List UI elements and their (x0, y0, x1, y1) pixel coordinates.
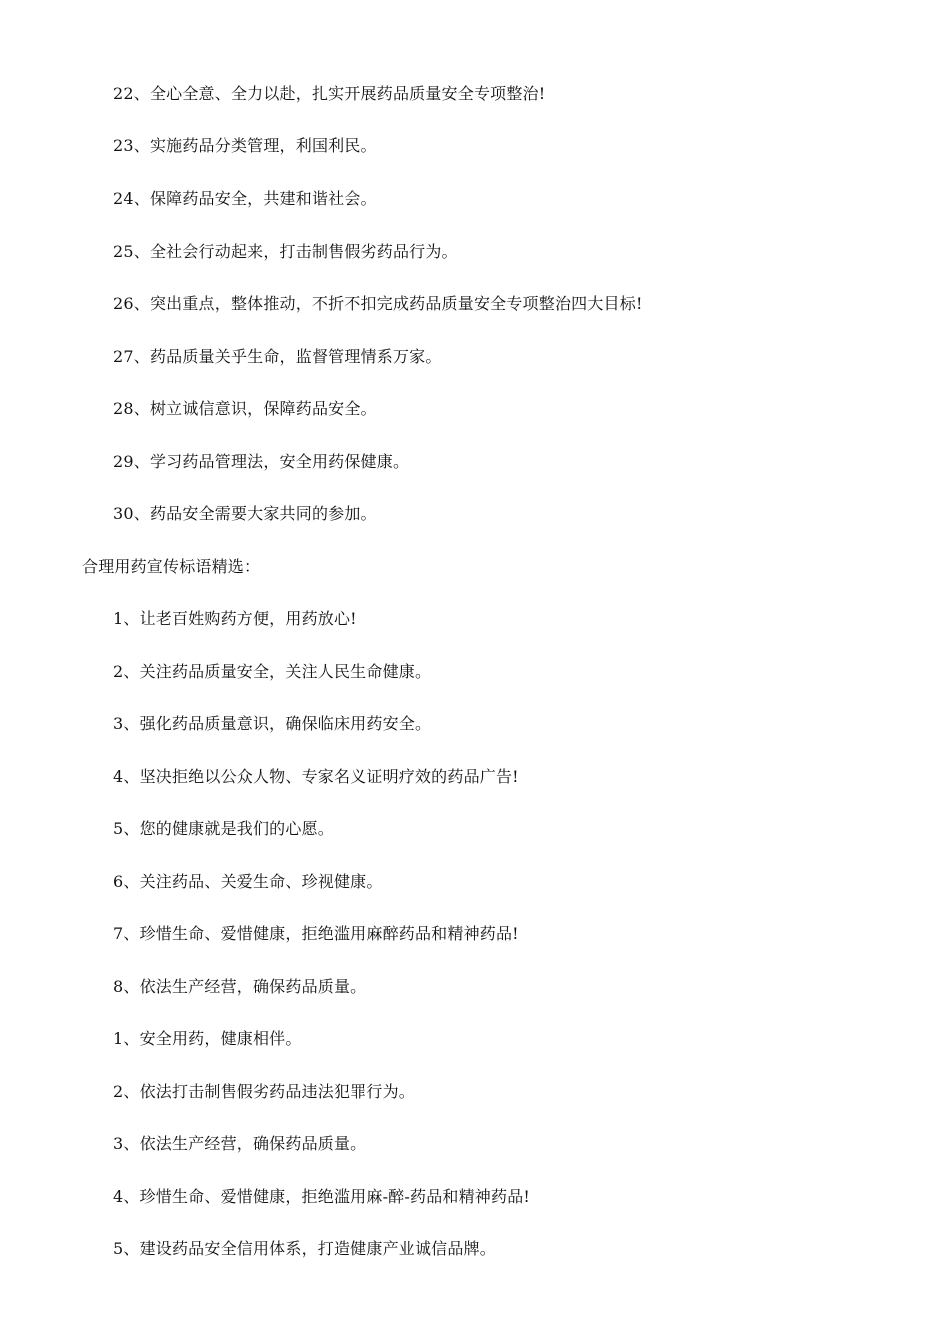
rational-slogan-7: 7、珍惜生命、爱惜健康，拒绝滥用麻醉药品和精神药品! (113, 924, 519, 943)
slogan-29: 29、学习药品管理法，安全用药保健康。 (113, 452, 410, 471)
slogan-27: 27、药品质量关乎生命，监督管理情系万家。 (113, 347, 442, 366)
slogan-23: 23、实施药品分类管理，利国利民。 (113, 136, 377, 155)
rational-slogan-6: 6、关注药品、关爱生命、珍视健康。 (113, 872, 383, 891)
rational-slogan-1: 1、让老百姓购药方便，用药放心! (113, 609, 357, 628)
rational-slogan-8: 8、依法生产经营，确保药品质量。 (113, 977, 367, 996)
slogan-24: 24、保障药品安全，共建和谐社会。 (113, 189, 377, 208)
extra-slogan-2: 2、依法打击制售假劣药品违法犯罪行为。 (113, 1082, 415, 1101)
rational-slogan-4: 4、坚决拒绝以公众人物、专家名义证明疗效的药品广告! (113, 767, 519, 786)
slogan-22: 22、全心全意、全力以赴，扎实开展药品质量安全专项整治! (113, 84, 546, 103)
slogan-28: 28、树立诚信意识，保障药品安全。 (113, 399, 377, 418)
rational-slogan-3: 3、强化药品质量意识，确保临床用药安全。 (113, 714, 432, 733)
slogan-26: 26、突出重点，整体推动，不折不扣完成药品质量安全专项整治四大目标! (113, 294, 643, 313)
extra-slogan-4: 4、珍惜生命、爱惜健康，拒绝滥用麻-醉-药品和精神药品! (113, 1187, 531, 1206)
rational-slogan-2: 2、关注药品质量安全，关注人民生命健康。 (113, 662, 432, 681)
section-heading: 合理用药宣传标语精选： (82, 557, 261, 576)
extra-slogan-5: 5、建设药品安全信用体系，打造健康产业诚信品牌。 (113, 1239, 496, 1258)
slogan-30: 30、药品安全需要大家共同的参加。 (113, 504, 377, 523)
slogan-25: 25、全社会行动起来，打击制售假劣药品行为。 (113, 242, 458, 261)
rational-slogan-5: 5、您的健康就是我们的心愿。 (113, 819, 334, 838)
extra-slogan-3: 3、依法生产经营，确保药品质量。 (113, 1134, 367, 1153)
extra-slogan-1: 1、安全用药，健康相伴。 (113, 1029, 302, 1048)
